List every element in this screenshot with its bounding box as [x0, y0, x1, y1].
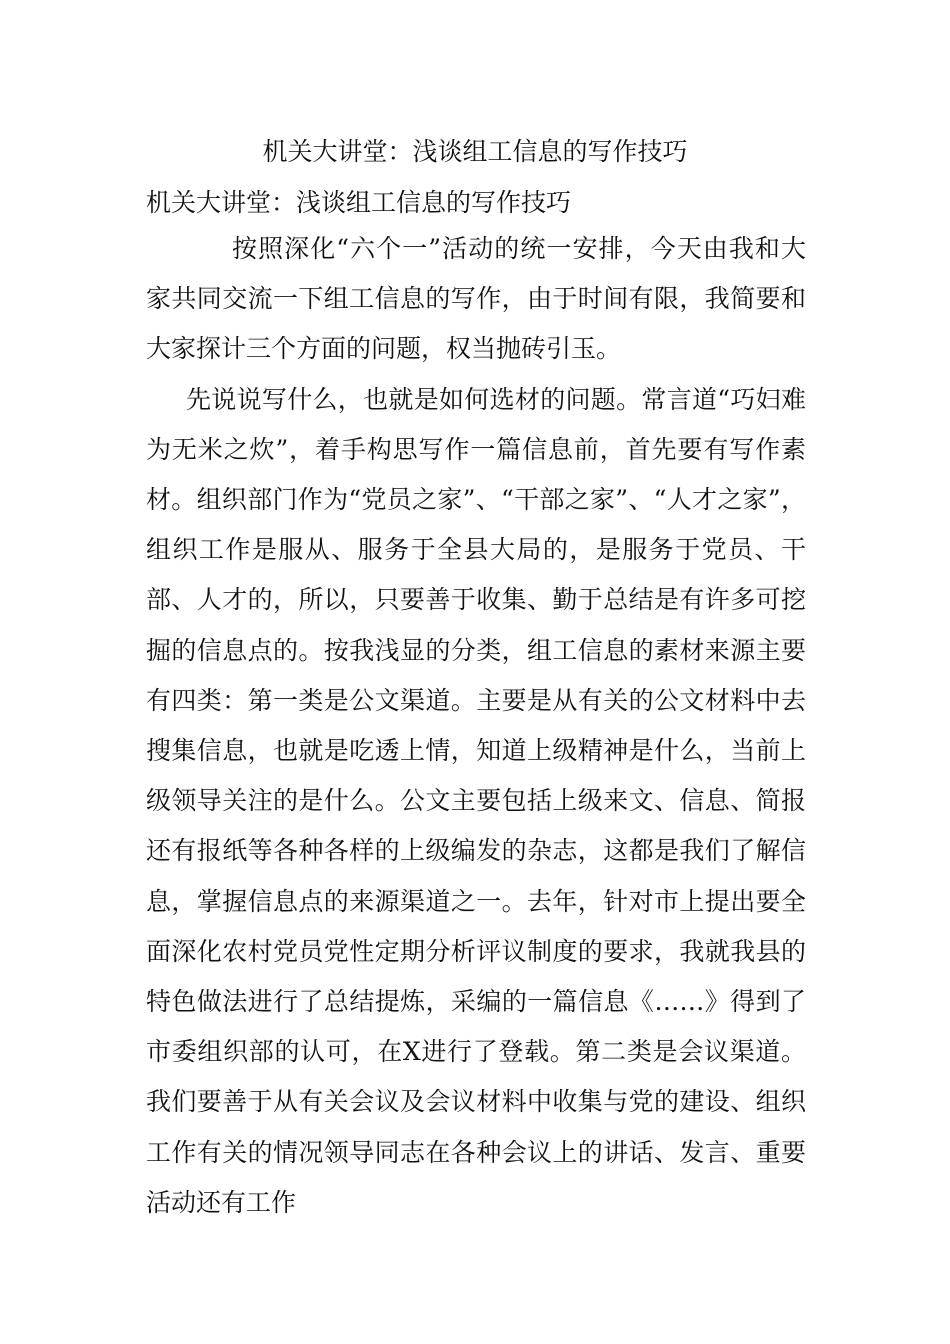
- document-subtitle: 机关大讲堂：浅谈组工信息的写作技巧: [146, 188, 572, 217]
- document-title: 机关大讲堂：浅谈组工信息的写作技巧: [262, 137, 688, 166]
- paragraph-material-selection: 先说说写什么，也就是如何选材的问题。常言道“巧妇难为无米之炊”，着手构思写作一篇信息前，首先要有写作素材。组织部门作为“党员之家”、“干部之家”、“人才之家”，组织工作是服从、服务于全县大局的，是服务于党员、干部、人才的，所以，只要善于收集、勤于总结是有许多可挖掘的信息点的。按我浅显的分类，组工信息的素材来源主要有四类：第一类是公文渠道。主要是从有关的公文材料中去搜集信息，也就是吃透上情，知道上级精神是什么，当前上级领导关注的是什么。公文主要包括上级来文、信息、简报还有报纸等各种各样的上级编发的杂志，这都是我们了解信息，掌握信息点的来源渠道之一。去年，针对市上提出要全面深化农村党员党性定期分析评议制度的要求，我就我县的特色做法进行了总结提炼，采编的一篇信息《……》得到了市委组织部的认可，在X进行了登载。第二类是会议渠道。我们要善于从有关会议及会议材料中收集与党的建设、组织工作有关的情况领导同志在各种会议上的讲话、发言、重要活动还有工作: [146, 384, 806, 1217]
- document-body: [146, 224, 806, 1228]
- paragraph-intro: 按照深化“六个一”活动的统一安排，今天由我和大家共同交流一下组工信息的写作，由于时间有限，我简要和大家探计三个方面的问题，权当抛砖引玉。: [146, 234, 806, 364]
